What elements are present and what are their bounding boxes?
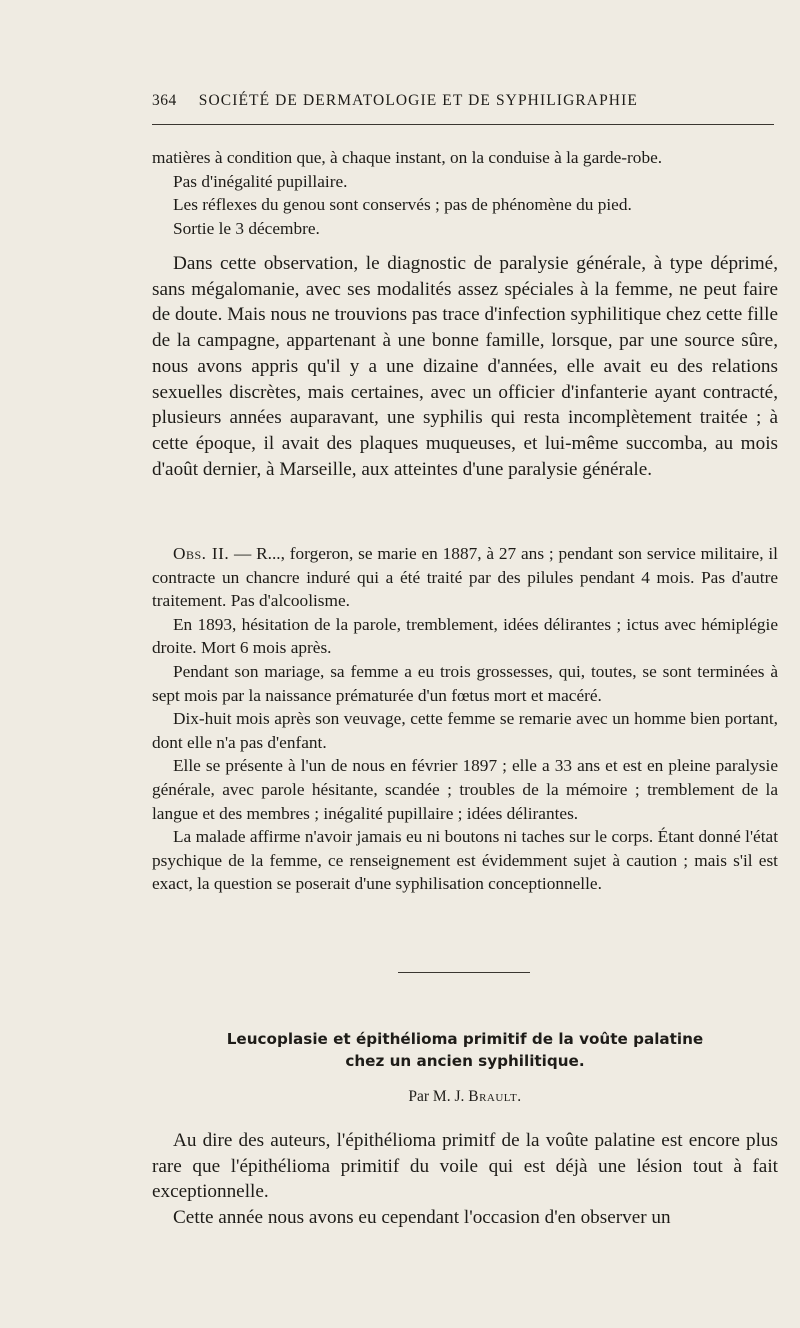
text-line: Sortie le 3 décembre. bbox=[173, 218, 320, 238]
article-intro bbox=[152, 1128, 778, 1231]
section-separator bbox=[398, 972, 530, 973]
article-title bbox=[152, 1028, 778, 1072]
text-line: Pas d'inégalité pupillaire. bbox=[173, 171, 348, 191]
paragraph: Dans cette observation, le diagnostic de paralysie générale, à type déprimé, sans mégalomanie, avec ses modalités assez spéciales à la femme, ne peut faire de doute. Mais nous ne trouvions pas trace d'infection syphilitique chez cette fille de la campagne, appartenant à une bonne famille, lorsque, par une source sûre, nous avons appris qu'il y a une dizaine d'années, elle avait eu des relations sexuelles discrètes, mais certaines, avec un officier d'infanterie ayant contracté, plusieurs années auparavant, une syphilis qui resta incomplètement traitée ; à cette époque, il avait des plaques muqueuses, et lui-même succomba, au mois d'août dernier, à Marseille, aux atteintes d'une paralysie générale. bbox=[152, 253, 778, 480]
case-notes-end bbox=[152, 146, 778, 240]
paragraph bbox=[152, 542, 778, 613]
running-title: SOCIÉTÉ DE DERMATOLOGIE ET DE SYPHILIGRAPHIE bbox=[198, 92, 638, 109]
paragraph: Cette année nous avons eu cependant l'occasion d'en observer un bbox=[173, 1207, 671, 1229]
paragraph: Pendant son mariage, sa femme a eu trois grossesses, qui, toutes, se sont terminées à sept mois par la naissance prématurée d'un fœtus mort et macéré. bbox=[152, 661, 778, 705]
observation-ii bbox=[152, 542, 778, 896]
paragraph: Au dire des auteurs, l'épithélioma primitf de la voûte palatine est encore plus rare que l'épithélioma primitif du voile qui est déjà une lésion tout à fait exceptionnelle. bbox=[152, 1130, 778, 1203]
title-line: Leucoplasie et épithélioma primitif de la voûte palatine bbox=[226, 1030, 704, 1048]
obs-text: — R..., forgeron, se marie en 1887, à 27 ans ; pendant son service militaire, il contracte un chancre induré qui a été traité par des pilules pendant 4 mois. Pas d'autre traitement. Pas d'alcoolisme. bbox=[152, 544, 778, 611]
header-rule bbox=[152, 124, 774, 125]
author-prefix: Par M. J. bbox=[408, 1088, 465, 1105]
paragraph: La malade affirme n'avoir jamais eu ni boutons ni taches sur le corps. Étant donné l'état psychique de la femme, ce renseignement est évidemment sujet à caution ; mais s'il est exact, la question se poserait d'une syphilisation conceptionnelle. bbox=[152, 827, 778, 894]
text-line: Les réflexes du genou sont conservés ; pas de phénomène du pied. bbox=[173, 195, 632, 215]
author-name: Brault. bbox=[468, 1088, 522, 1105]
article-author bbox=[152, 1088, 778, 1106]
paragraph: En 1893, hésitation de la parole, tremblement, idées délirantes ; ictus avec hémiplégie droite. Mort 6 mois après. bbox=[152, 614, 778, 658]
running-header bbox=[152, 92, 782, 110]
obs-label: Obs. II. bbox=[173, 544, 230, 563]
title-line: chez un ancien syphilitique. bbox=[345, 1052, 585, 1070]
page-number: 364 bbox=[152, 92, 177, 109]
paragraph: Dix-huit mois après son veuvage, cette femme se remarie avec un homme bien portant, dont elle n'a pas d'enfant. bbox=[152, 709, 778, 752]
discussion-paragraph bbox=[152, 251, 778, 482]
text-line: matières à condition que, à chaque instant, on la conduise à la garde-robe. bbox=[152, 148, 663, 167]
paragraph: Elle se présente à l'un de nous en février 1897 ; elle a 33 ans et est en pleine paralysie générale, avec parole hésitante, scandée ; troubles de la mémoire ; tremblement de la langue et des membres ; inégalité pupillaire ; idées délirantes. bbox=[152, 756, 778, 823]
